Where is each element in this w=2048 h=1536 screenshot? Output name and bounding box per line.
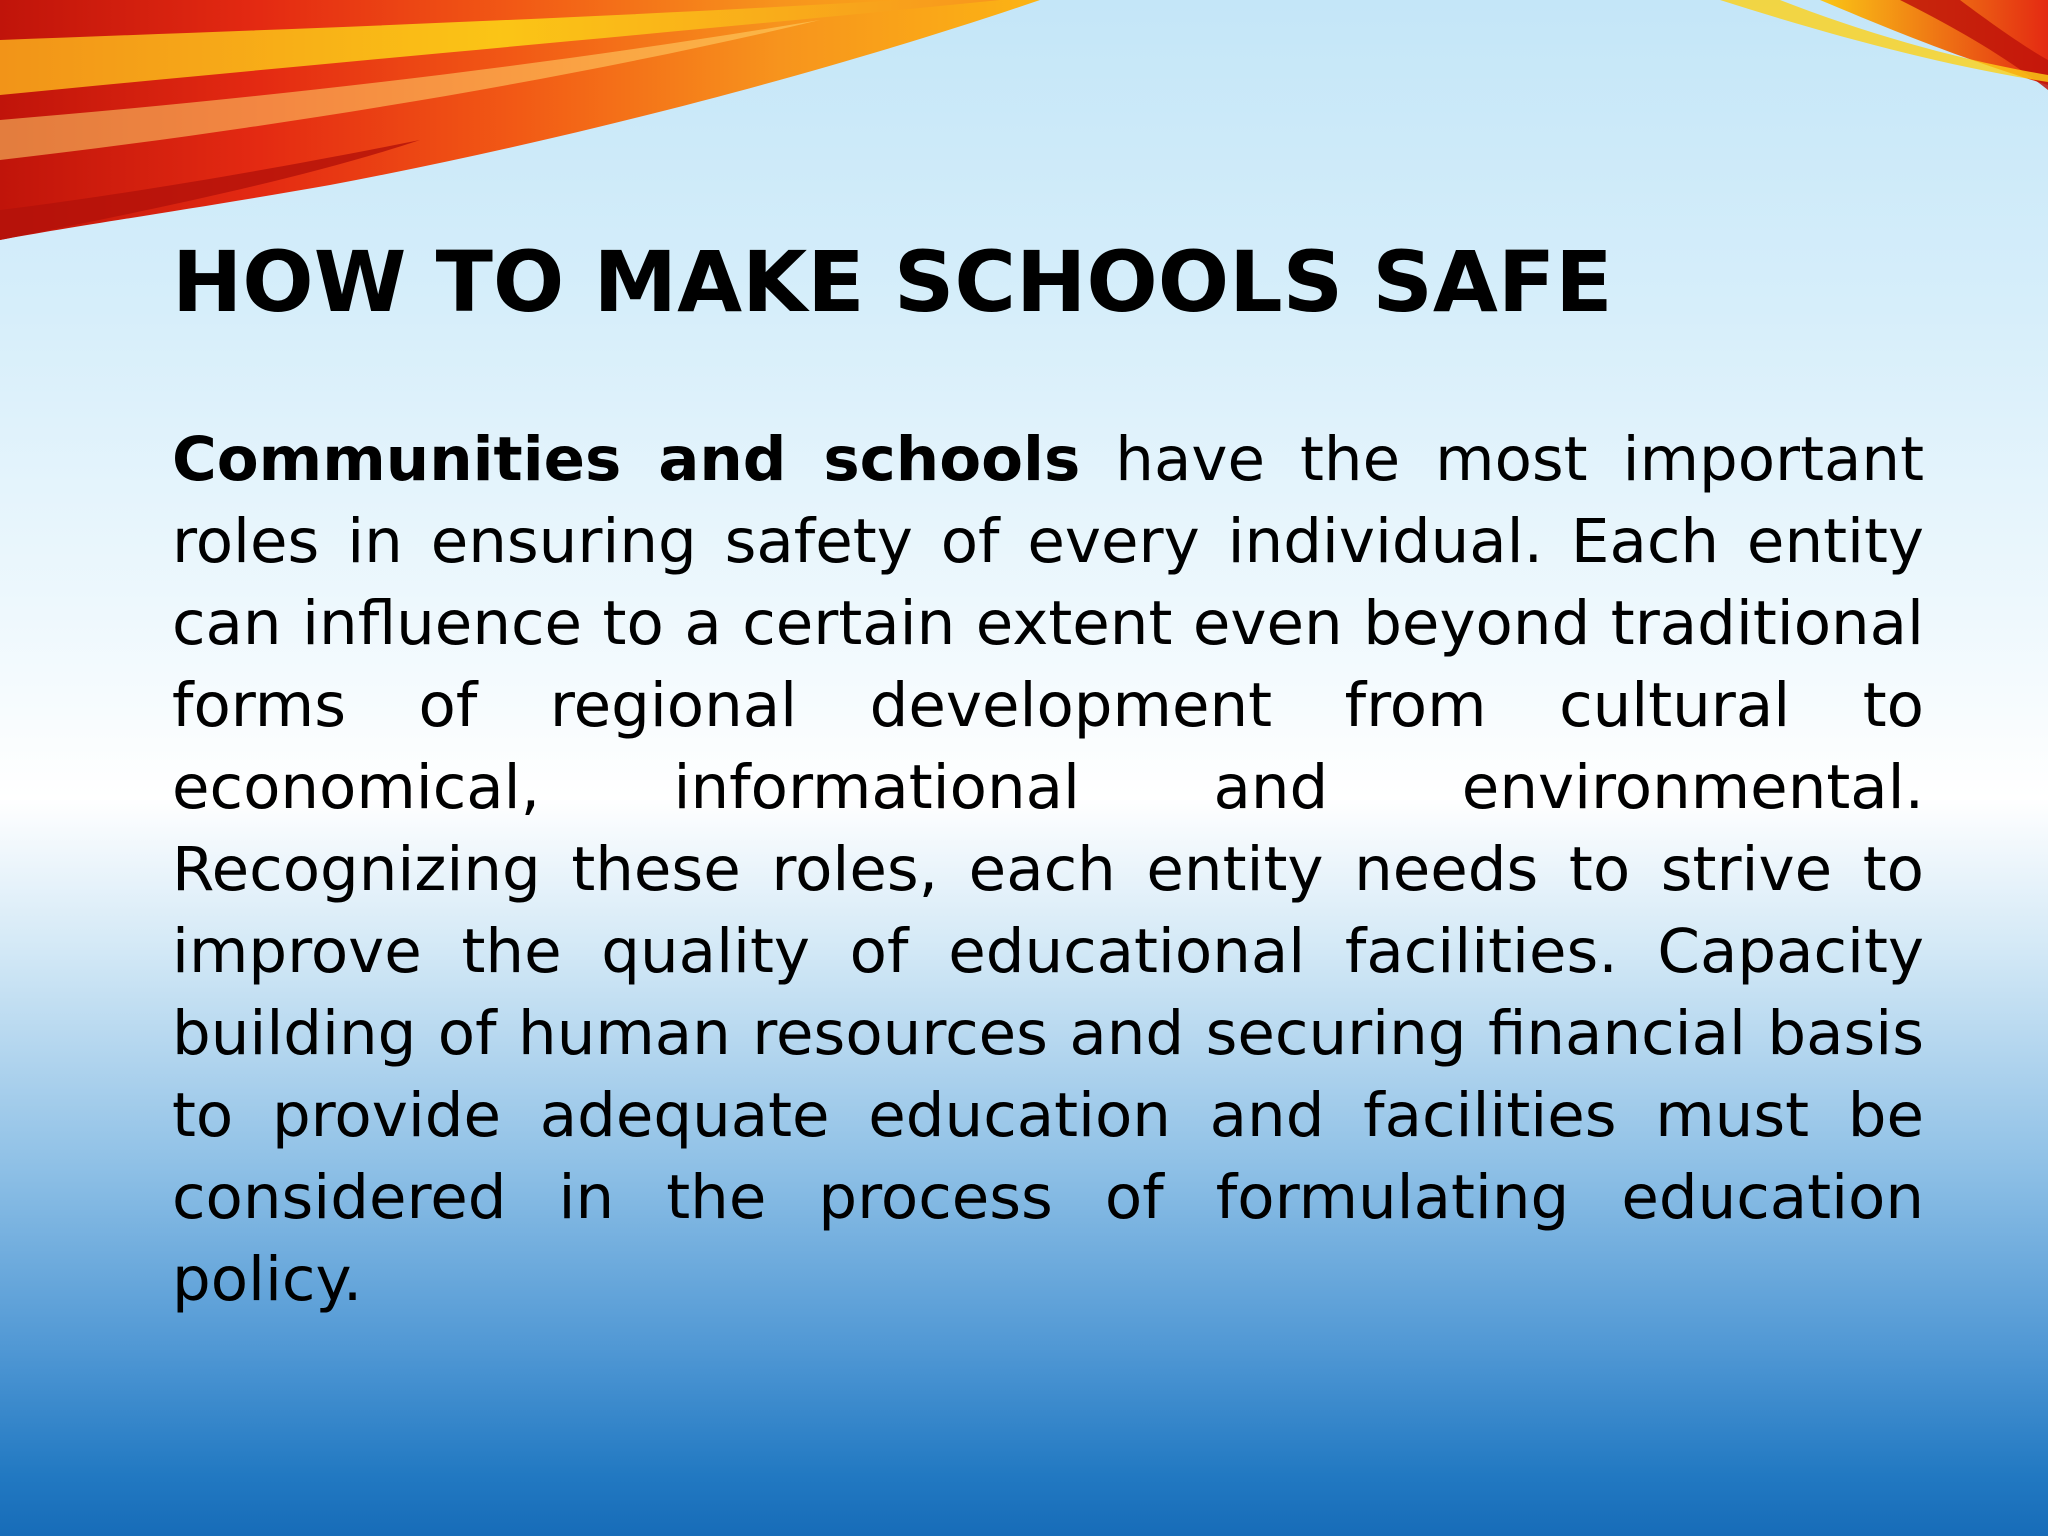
body-bold-lead: Communities and schools <box>172 424 1081 495</box>
decorative-swoosh <box>0 0 2048 260</box>
body-text: have the most important roles in ensuring safety of every individual. Each entity can influence to a certain extent even beyond traditional forms of regional development from cultural to economical, informational and environmental. Recognizing these roles, each entity needs to strive to improve the quality of educational facilities. Capacity building of human resources and securing financial basis to provide adequate education and facilities must be considered in the process of formulating education policy. <box>172 424 1924 1315</box>
slide-title: HOW TO MAKE SCHOOLS SAFE <box>172 233 1613 331</box>
slide-body <box>172 419 1924 1321</box>
